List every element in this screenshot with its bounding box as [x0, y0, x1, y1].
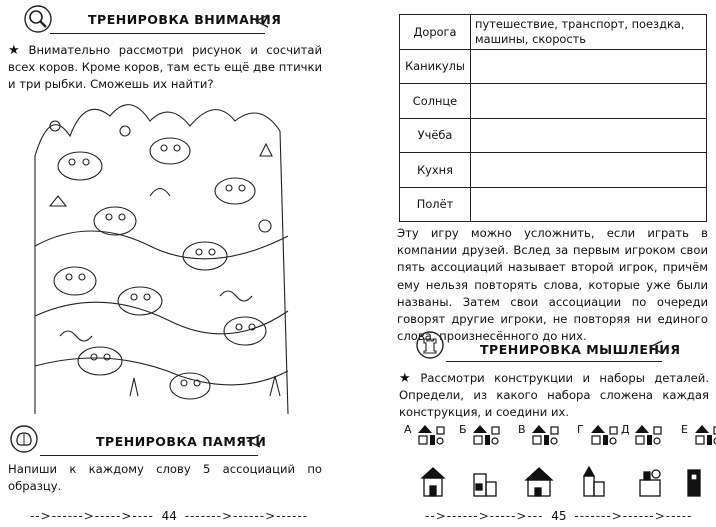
table-row	[400, 153, 707, 188]
table-row	[400, 118, 707, 153]
attention-task: ★ Внимательно рассмотри рисунок и сосчитай всех коров. Кроме коров, там есть ещё две птички и три рыбки. Сможешь их найти?	[8, 43, 322, 92]
table-word-cell: Солнце	[400, 84, 471, 119]
table-word-cell: Полёт	[400, 187, 471, 222]
part-set-4	[589, 421, 619, 449]
table-row	[400, 84, 707, 119]
table-association-cell[interactable]	[471, 187, 707, 222]
set-label: Б	[459, 423, 467, 436]
memory-task: Напиши к каждому слову 5 ассоциаций по образцу.	[8, 462, 322, 494]
table-association-cell[interactable]: путешествие, транспорт, поездка, машины, скорость	[471, 15, 707, 50]
thinking-title: ТРЕНИРОВКА МЫШЛЕНИЯ	[480, 341, 681, 357]
construction-6	[688, 470, 700, 496]
attention-underline	[50, 33, 265, 34]
part-set-1	[416, 421, 446, 449]
set-label: Е	[681, 423, 688, 436]
attention-header	[88, 4, 281, 34]
arrow-left-decoration	[648, 339, 664, 355]
constructions-row	[412, 464, 712, 500]
table-row	[400, 187, 707, 222]
star-icon: ★	[8, 43, 25, 58]
table-row	[400, 49, 707, 84]
table-association-cell[interactable]	[471, 118, 707, 153]
memory-underline	[40, 455, 258, 456]
construction-5	[640, 470, 660, 496]
thinking-task: ★ Рассмотри конструкции и наборы деталей. Определи, из какого набора сложена каждая конструкция, и соедини их.	[399, 371, 710, 420]
set-label: А	[404, 423, 412, 436]
star-icon: ★	[399, 371, 417, 386]
arrow-left-decoration	[246, 433, 262, 449]
chess-rook-icon	[414, 330, 448, 360]
page-number: 45	[551, 509, 567, 523]
construction-3	[526, 468, 552, 496]
construction-2	[474, 474, 496, 496]
table-association-cell[interactable]	[471, 153, 707, 188]
memory-header	[96, 426, 266, 456]
left-footer: -->------>----->---- 44 ------->------>------	[30, 509, 309, 523]
right-footer: -->------>----->--- 45 ------->------>-----	[425, 509, 693, 523]
table-word-cell: Каникулы	[400, 49, 471, 84]
construction-4	[584, 467, 604, 496]
part-set-2	[471, 421, 501, 449]
part-set-6	[693, 421, 716, 449]
set-label: Д	[621, 423, 630, 436]
coloring-picture	[30, 96, 292, 414]
game-text: Эту игру можно усложнить, если играть в компании друзей. Вслед за первым игроком свои пять ассоциаций называет второй игрок, причём ему нельзя повторять слова, которые уже были названы. Затем свои ассоциации по очереди говорят другие игроки, не повторяя ни единого слова, произнесённого до них.	[397, 226, 708, 344]
arrow-left-decoration	[254, 13, 270, 29]
memory-title: ТРЕНИРОВКА ПАМЯТИ	[96, 433, 267, 449]
table-word-cell: Кухня	[400, 153, 471, 188]
attention-title: ТРЕНИРОВКА ВНИМАНИЯ	[88, 11, 282, 27]
table-word-cell: Учёба	[400, 118, 471, 153]
part-set-5	[633, 421, 663, 449]
table-association-cell[interactable]	[471, 84, 707, 119]
magnifier-icon	[22, 4, 56, 34]
association-table	[399, 14, 707, 222]
brain-icon	[8, 424, 42, 454]
thinking-underline	[446, 361, 662, 362]
page-number: 44	[161, 509, 177, 523]
set-label: Г	[577, 423, 584, 436]
table-row	[400, 15, 707, 50]
table-word-cell: Дорога	[400, 15, 471, 50]
construction-1	[422, 468, 444, 496]
part-set-3	[530, 421, 560, 449]
set-label: В	[518, 423, 526, 436]
table-association-cell[interactable]	[471, 49, 707, 84]
